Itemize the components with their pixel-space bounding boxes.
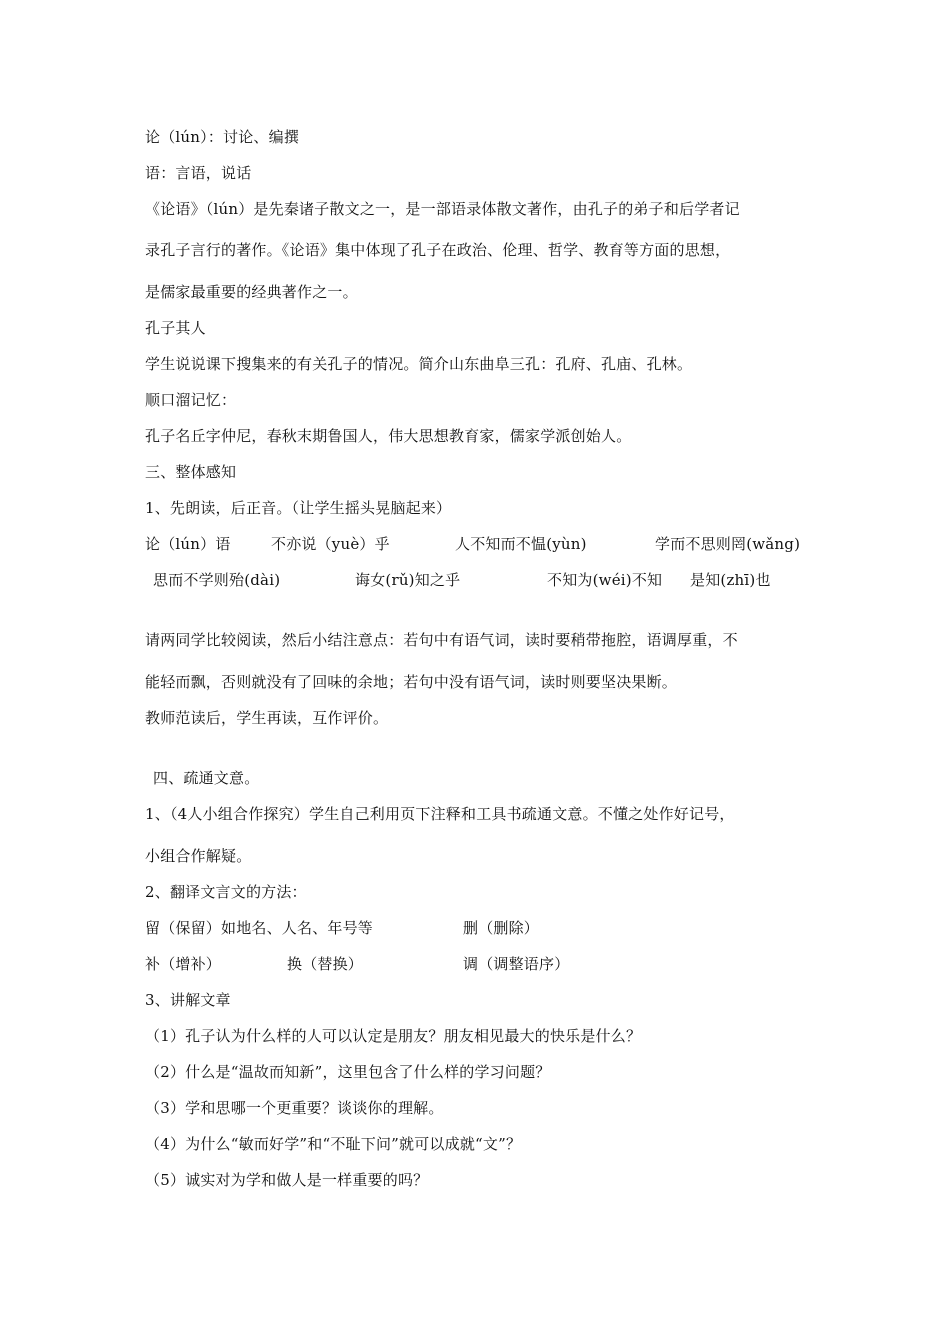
comparison-paragraph-line-1: 请两同学比较阅读，然后小结注意点：若句中有语气词，读时要稍带拖腔，语调厚重，不 <box>145 631 738 649</box>
method-add: 补（增补） <box>145 955 222 973</box>
translation-methods-heading: 2、翻译文言文的方法： <box>145 883 307 901</box>
intro-paragraph-line-1: 《论语》（lún）是先秦诸子散文之一，是一部语录体散文著作，由孔子的弟子和后学者记 <box>145 200 740 218</box>
method-keep: 留（保留）如地名、人名、年号等 <box>145 919 374 937</box>
pronunciation-item: 不亦说（yuè）乎 <box>271 535 390 553</box>
comparison-paragraph-line-2: 能轻而飘，否则就没有了回味的余地；若句中没有语气词，读时则要坚决果断。 <box>145 673 678 691</box>
question-2: （2）什么是“温故而知新”，这里包含了什么样的学习问题？ <box>145 1063 551 1081</box>
mnemonic-heading: 顺口溜记忆： <box>145 391 237 409</box>
method-reorder: 调（调整语序） <box>463 955 570 973</box>
group-work-line-2: 小组合作解疑。 <box>145 847 252 865</box>
mnemonic-text: 孔子名丘字仲尼，春秋末期鲁国人，伟大思想教育家，儒家学派创始人。 <box>145 427 632 445</box>
question-1: （1）孔子认为什么样的人可以认定是朋友？朋友相见最大的快乐是什么？ <box>145 1027 642 1045</box>
pronunciation-item: 是知(zhī)也 <box>690 571 771 589</box>
pronunciation-item: 思而不学则殆(dài) <box>153 571 281 589</box>
pronunciation-item: 诲女(rǔ)知之乎 <box>355 571 461 589</box>
pronunciation-item: 人不知而不愠(yùn) <box>455 535 587 553</box>
question-4: （4）为什么“敏而好学”和“不耻下问”就可以成就“文”？ <box>145 1135 522 1153</box>
question-3: （3）学和思哪一个更重要？谈谈你的理解。 <box>145 1099 444 1117</box>
method-delete: 删（删除） <box>463 919 540 937</box>
intro-paragraph-line-3: 是儒家最重要的经典著作之一。 <box>145 283 358 301</box>
translation-methods-row-2 <box>145 954 825 974</box>
reading-instruction: 1、先朗读，后正音。（让学生摇头晃脑起来） <box>145 499 452 517</box>
definition-lun: 论（lún）：讨论、编撰 <box>145 128 300 146</box>
student-activity-text: 学生说说课下搜集来的有关孔子的情况。简介山东曲阜三孔：孔府、孔庙、孔林。 <box>145 355 693 373</box>
pronunciation-row-2 <box>145 570 825 590</box>
translation-methods-row-1 <box>145 918 825 938</box>
teacher-reading-text: 教师范读后，学生再读，互作评价。 <box>145 709 389 727</box>
pronunciation-row-1 <box>145 534 825 554</box>
group-work-line-1: 1、（4人小组合作探究）学生自己利用页下注释和工具书疏通文意。不懂之处作好记号， <box>145 805 735 823</box>
pronunciation-item: 不知为(wéi)不知 <box>547 571 663 589</box>
section-heading-meaning: 四、疏通文意。 <box>153 769 260 787</box>
pronunciation-item: 论（lún）语 <box>145 535 231 553</box>
explain-heading: 3、讲解文章 <box>145 991 231 1009</box>
definition-yu: 语：言语，说话 <box>145 164 252 182</box>
intro-paragraph-line-2: 录孔子言行的著作。《论语》集中体现了孔子在政治、伦理、哲学、教育等方面的思想， <box>145 241 731 259</box>
section-heading-overall: 三、整体感知 <box>145 463 237 481</box>
question-5: （5）诚实对为学和做人是一样重要的吗？ <box>145 1171 429 1189</box>
method-replace: 换（替换） <box>287 955 364 973</box>
pronunciation-item: 学而不思则罔(wǎng) <box>655 535 801 553</box>
section-heading-confucius: 孔子其人 <box>145 319 206 337</box>
